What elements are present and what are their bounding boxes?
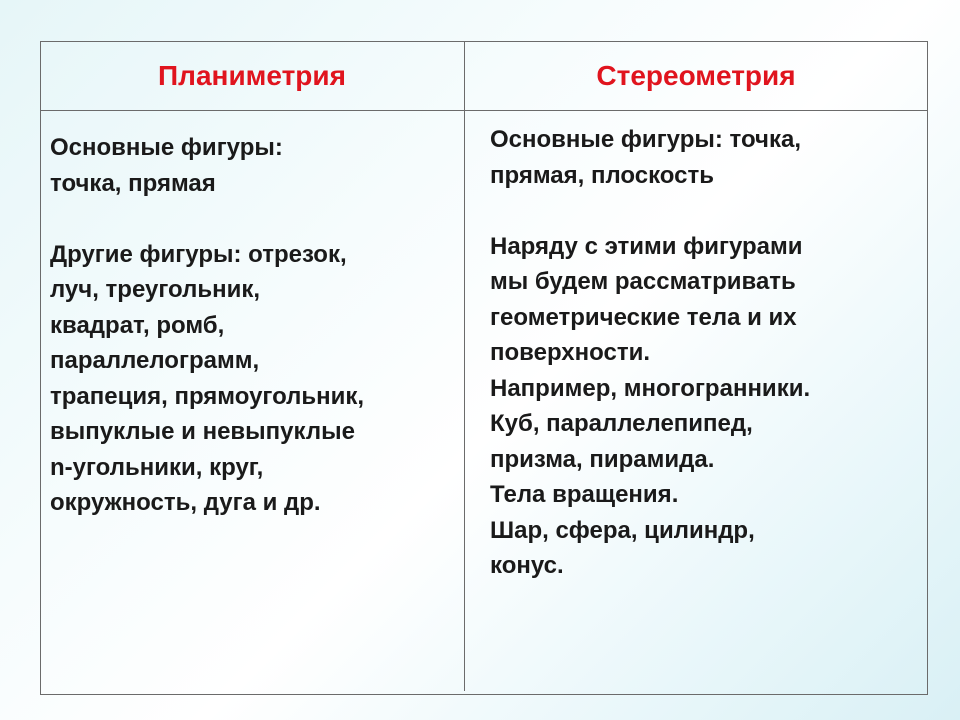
planimetry-header: Планиметрия — [158, 60, 346, 91]
column-divider — [464, 41, 465, 691]
text-line: выпуклые и невыпуклые — [50, 418, 355, 445]
text-line: параллелограмм, — [50, 347, 260, 374]
paragraph-gap — [490, 193, 810, 229]
text-line: мы будем рассматривать — [490, 268, 796, 295]
text-line: поверхности. — [490, 339, 650, 366]
text-line: призма, пирамида. — [490, 445, 715, 473]
text-line: Куб, параллелепипед, — [490, 410, 753, 437]
text-line: Другие фигуры: отрезок, — [50, 240, 347, 268]
text-line: окружность, дуга и др. — [50, 489, 321, 516]
text-line: Наряду с этими фигурами — [490, 232, 803, 260]
paragraph-gap — [50, 201, 364, 237]
text-line: геометрические тела и их — [490, 303, 797, 331]
stereometry-column-text — [490, 122, 810, 584]
text-line: трапеция, прямоугольник, — [50, 382, 365, 410]
text-line: Тела вращения. — [490, 481, 679, 508]
text-line: Например, многогранники. — [490, 374, 811, 402]
text-line: Шар, сфера, цилиндр, — [490, 516, 755, 544]
header-divider — [40, 110, 928, 111]
planimetry-column-text — [50, 130, 364, 521]
text-line: прямая, плоскость — [490, 161, 714, 189]
text-line: конус. — [490, 552, 564, 579]
text-line: Основные фигуры: точка, — [490, 126, 801, 153]
text-line: точка, прямая — [50, 169, 216, 197]
text-line: Основные фигуры: — [50, 134, 283, 161]
stereometry-header: Стереометрия — [596, 60, 796, 91]
text-line: луч, треугольник, — [50, 276, 261, 303]
text-line: n-угольники, круг, — [50, 453, 264, 481]
text-line: квадрат, ромб, — [50, 311, 225, 339]
